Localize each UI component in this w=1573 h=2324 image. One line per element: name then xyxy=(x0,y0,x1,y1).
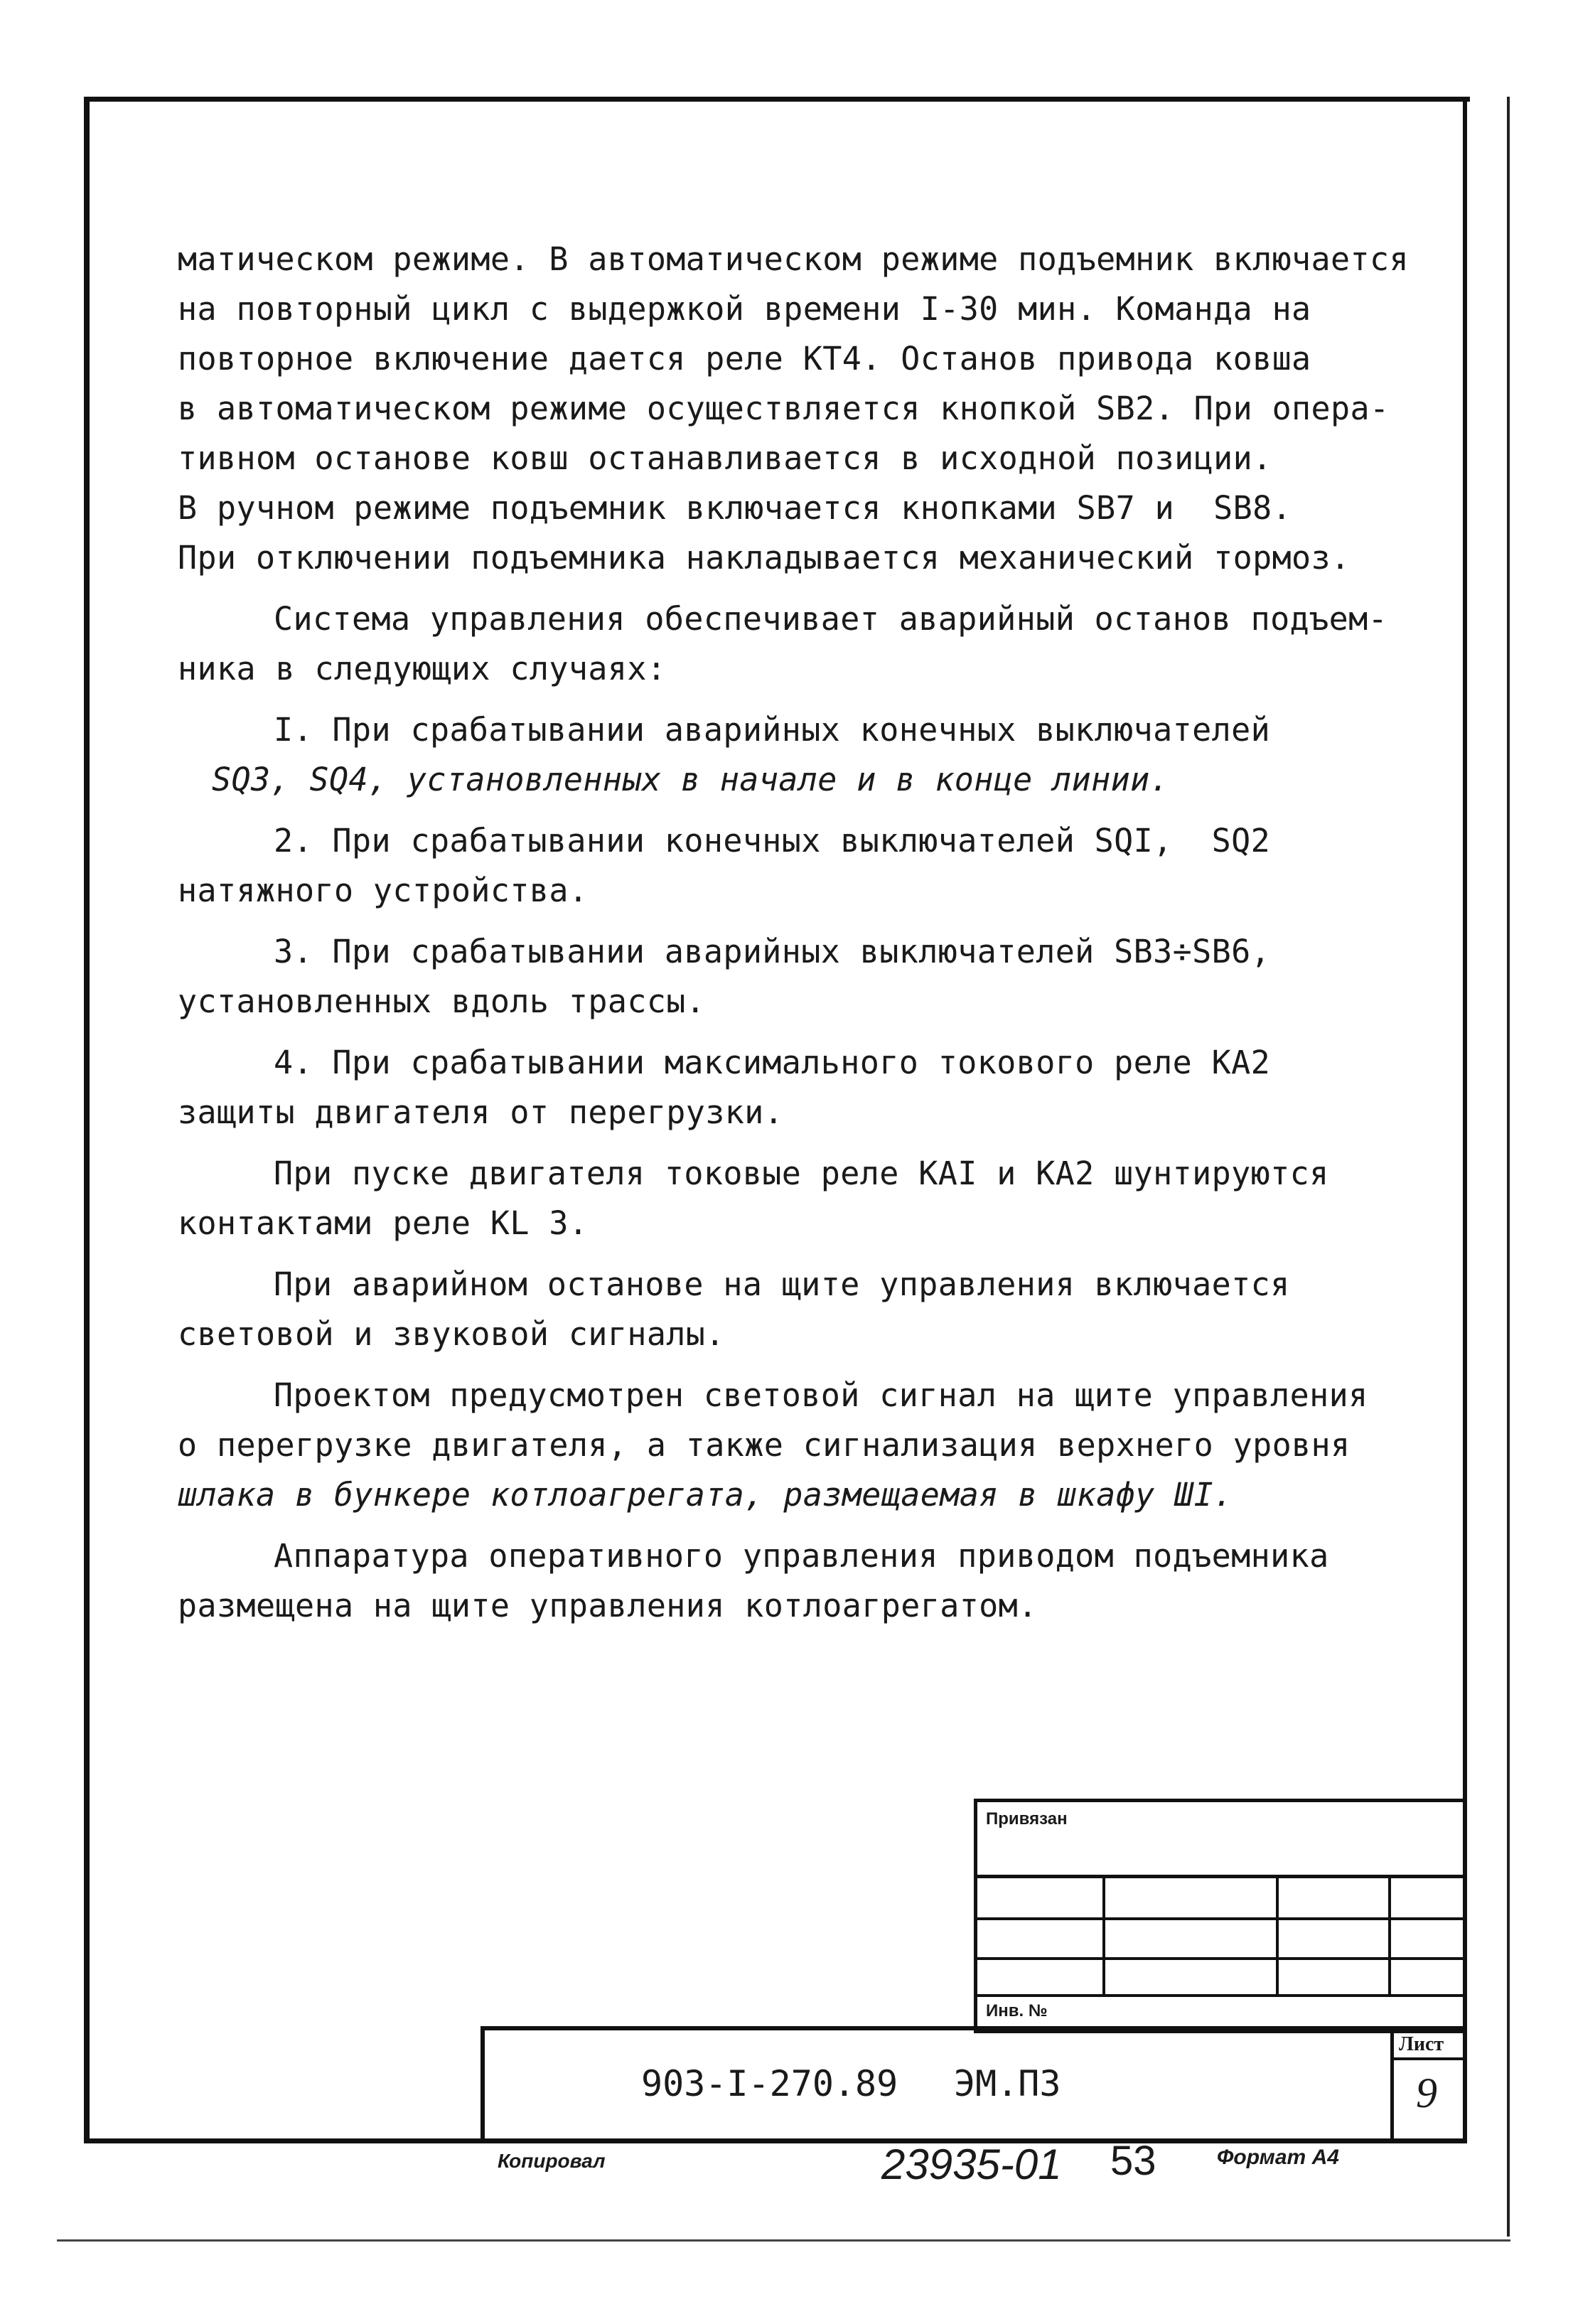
format-label: Формат А4 xyxy=(1217,2146,1339,2169)
table-column-rule xyxy=(1276,1875,1279,1996)
table-rule xyxy=(977,1994,1466,1997)
text-line: I. При срабатывании аварийных конечных выключателей xyxy=(274,711,1271,749)
table-column-rule xyxy=(1102,1875,1105,1996)
sheet-number: 9 xyxy=(1416,2069,1437,2116)
table-column-rule xyxy=(1388,1875,1391,1996)
approvals-header xyxy=(977,1802,1466,1878)
paragraph-overload-signal xyxy=(178,1371,1429,1520)
trim-line xyxy=(57,2239,1510,2242)
list-item-2 xyxy=(178,816,1429,916)
text-line: Проектом предусмотрен световой сигнал на щите управления xyxy=(274,1376,1368,1414)
text-line: контактами реле KL 3. xyxy=(178,1204,589,1242)
body-text xyxy=(178,235,1429,1631)
archive-number: 23935-01 xyxy=(881,2141,1062,2188)
copied-label: Копировал xyxy=(498,2150,606,2172)
text-line: о перегрузке двигателя, а также сигнализация верхнего уровня xyxy=(178,1426,1351,1464)
text-line: установленных вдоль трассы. xyxy=(178,982,706,1020)
text-line: 4. При срабатывании максимального токового реле КА2 xyxy=(274,1044,1271,1081)
text-line: При пуске двигателя токовые реле КАI и КА2 шунтируются xyxy=(274,1155,1329,1192)
list-item-1 xyxy=(178,705,1429,805)
approvals-label: Привязан xyxy=(986,1809,1068,1828)
list-item-4 xyxy=(178,1038,1429,1137)
document-code: 903-I-270.89 xyxy=(641,2063,898,2104)
text-line: повторное включение дается реле КТ4. Останов привода ковша xyxy=(178,340,1311,377)
text-line: защиты двигателя от перегрузки. xyxy=(178,1093,784,1131)
paragraph-emergency-stop xyxy=(178,594,1429,694)
sheet-cell-divider xyxy=(1390,2030,1394,2143)
page-number: 53 xyxy=(1110,2138,1156,2184)
text-line: Аппаратура оперативного управления приводом подъемника xyxy=(274,1537,1329,1575)
inventory-label: Инв. № xyxy=(986,2001,1048,2020)
paragraph-start-shunt xyxy=(178,1149,1429,1248)
frame-top-border xyxy=(84,97,1470,102)
approvals-table xyxy=(974,1799,1466,2033)
text-line: натяжного устройства. xyxy=(178,872,589,909)
text-line: В ручном режиме подъемник включается кнопками SB7 и SB8. xyxy=(178,489,1292,527)
text-line: размещена на щите управления котлоагрегатом. xyxy=(178,1587,1038,1624)
text-line: тивном останове ковш останавливается в исходной позиции. xyxy=(178,439,1272,477)
list-item-3 xyxy=(178,927,1429,1027)
text-line: При аварийном останове на щите управления включается xyxy=(274,1265,1290,1303)
title-block xyxy=(481,2026,1467,2143)
table-rule xyxy=(977,1917,1466,1920)
text-line: 2. При срабатывании конечных выключателей SQI, SQ2 xyxy=(274,822,1271,860)
text-line: на повторный цикл с выдержкой времени I-30 мин. Команда на xyxy=(178,290,1311,328)
text-line: ника в следующих случаях: xyxy=(178,650,667,687)
text-line: шлака в бункере котлоагрегата, размещаемая в шкафу ШI. xyxy=(178,1476,1233,1514)
paragraph-control-equipment xyxy=(178,1531,1429,1631)
text-line: SQ3, SQ4, установленных в начале и в конце линии. xyxy=(212,761,1170,798)
paragraph-alarm-signals xyxy=(178,1260,1429,1359)
text-line: 3. При срабатывании аварийных выключателей SB3÷SB6, xyxy=(274,933,1271,970)
text-line: При отключении подъемника накладывается механический тормоз. xyxy=(178,539,1351,577)
frame-left-border xyxy=(84,97,90,2143)
paragraph-automatic-mode xyxy=(178,235,1429,583)
sheet-cell-rule xyxy=(1392,2057,1467,2060)
text-line: световой и звуковой сигналы. xyxy=(178,1315,725,1353)
table-rule xyxy=(977,1957,1466,1960)
document-suffix: ЭМ.ПЗ xyxy=(954,2063,1061,2104)
sheet-edge-line xyxy=(1507,97,1510,2237)
text-line: матическом режиме. В автоматическом режиме подъемник включается xyxy=(178,240,1410,278)
text-line: Система управления обеспечивает аварийный останов подъем- xyxy=(274,600,1388,638)
text-line: в автоматическом режиме осуществляется кнопкой SB2. При опера- xyxy=(178,390,1390,427)
sheet-label: Лист xyxy=(1399,2033,1444,2055)
